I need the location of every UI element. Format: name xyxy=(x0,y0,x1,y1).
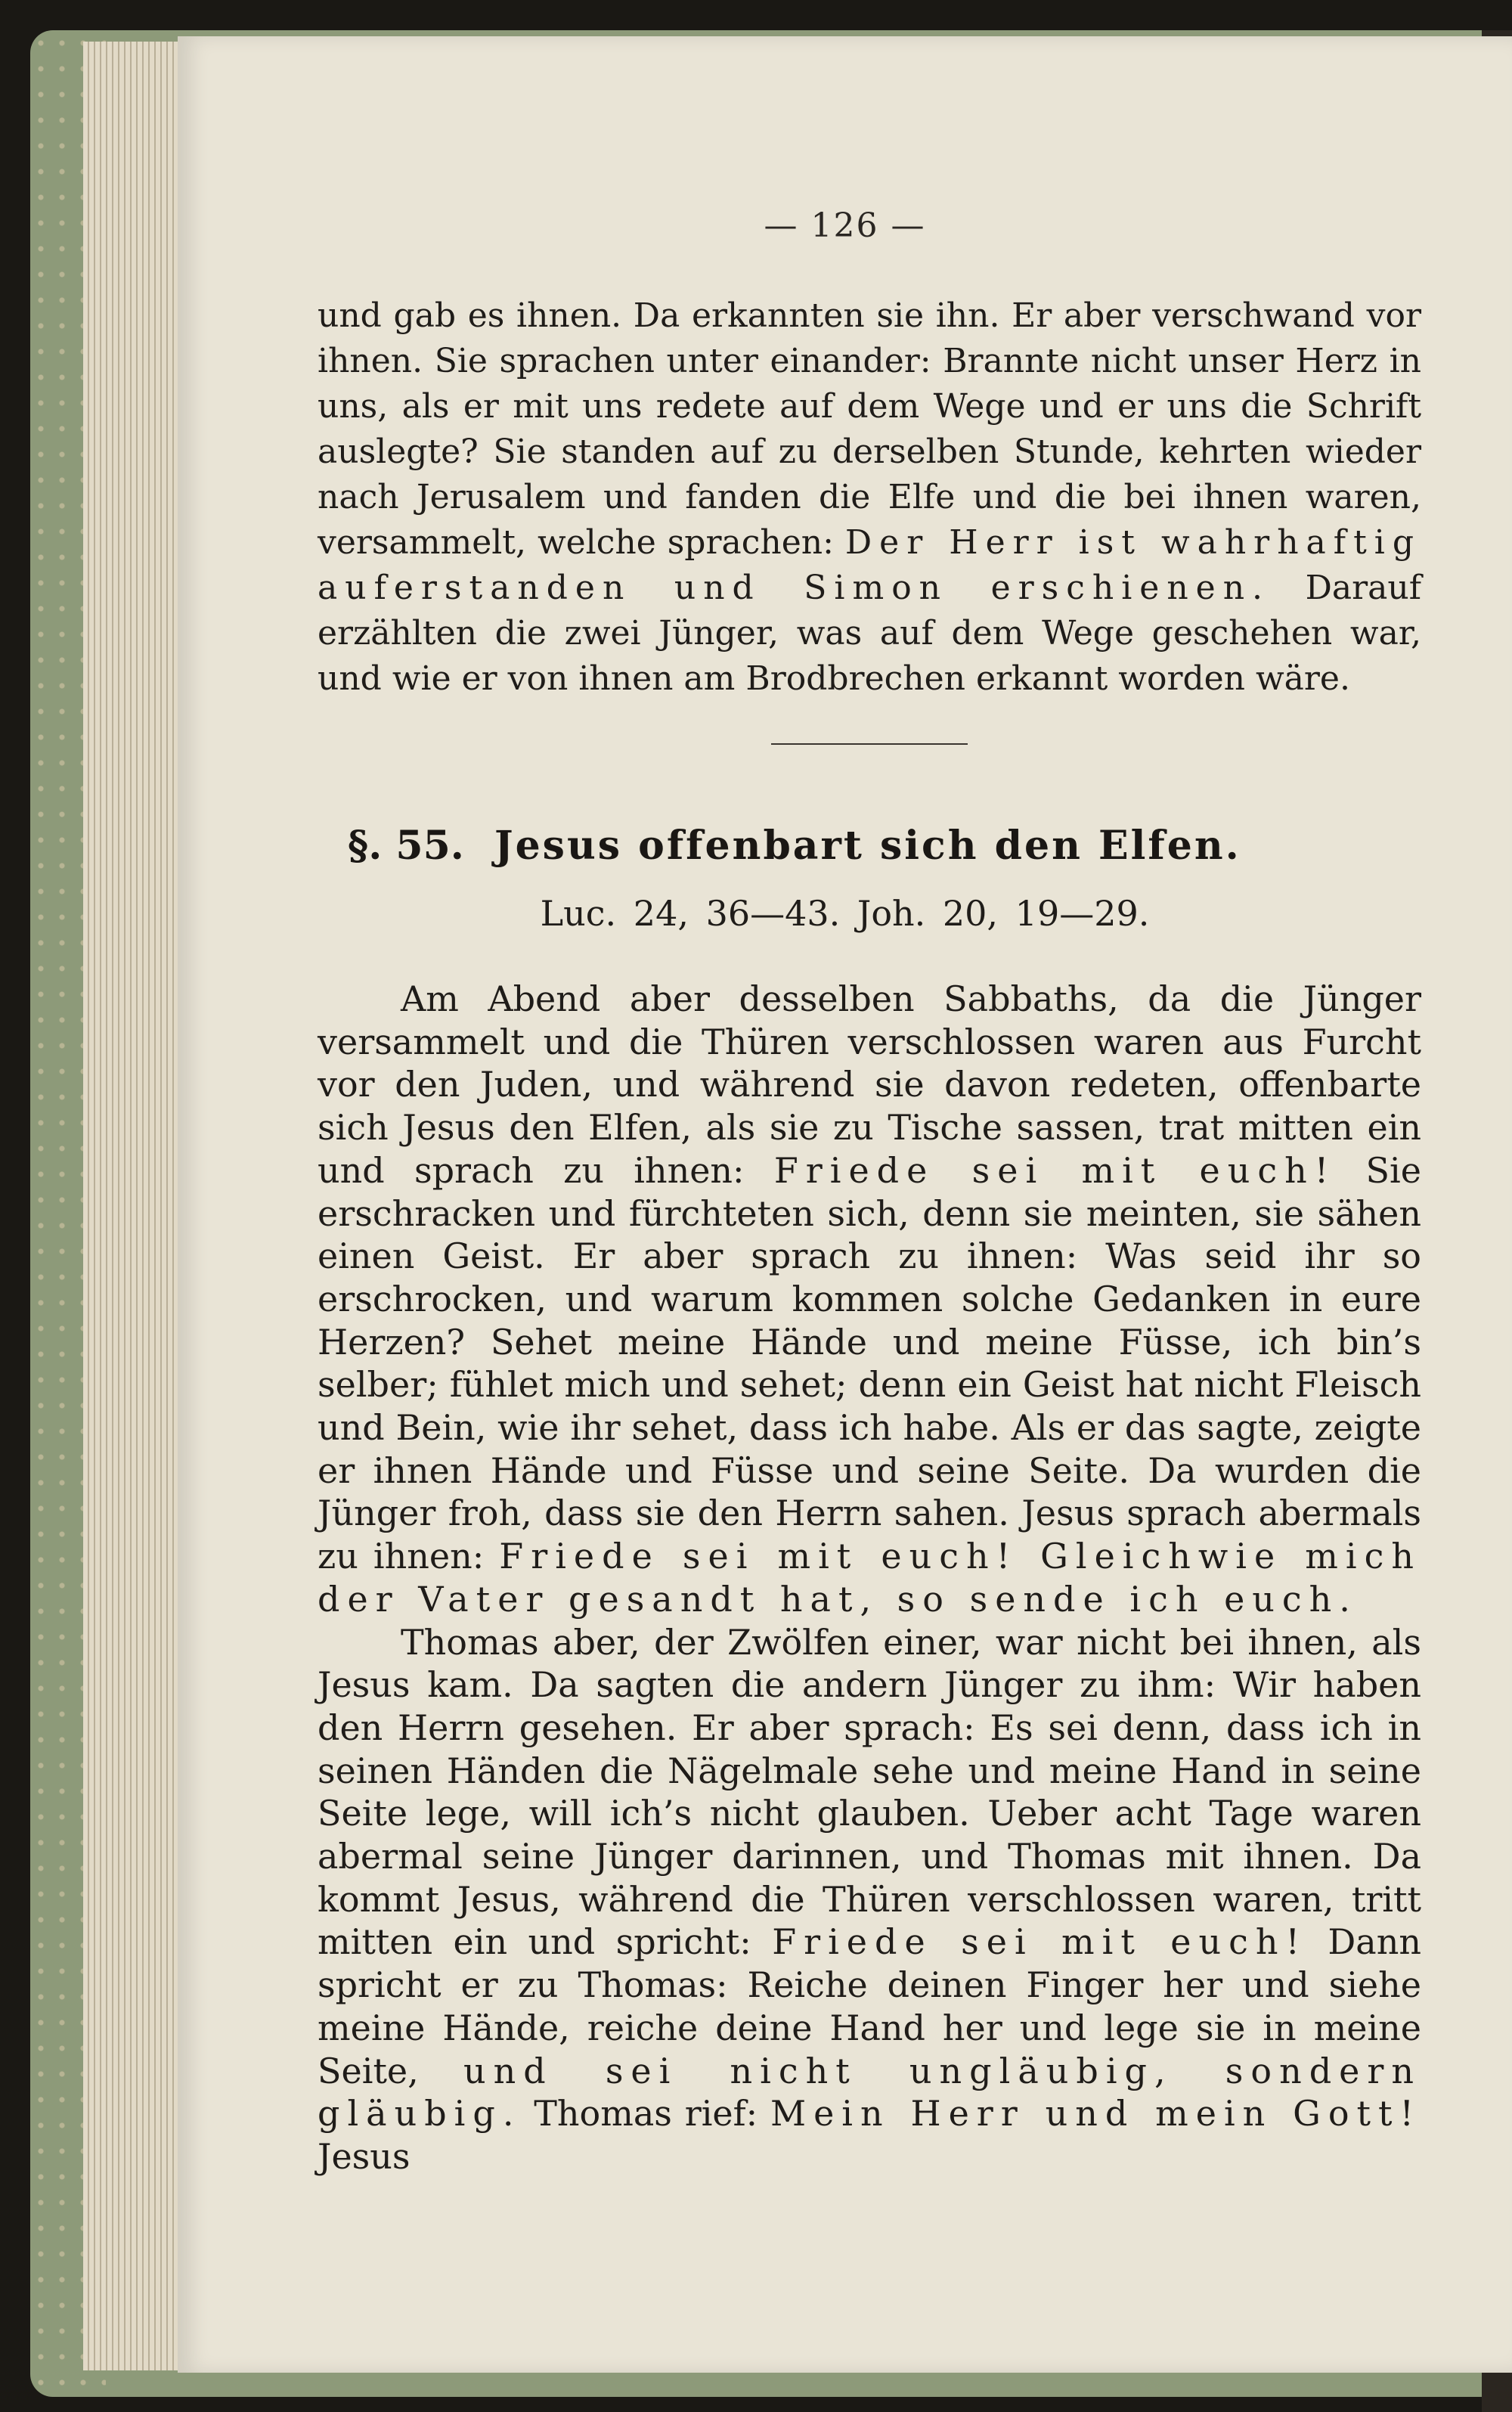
paragraph-2 xyxy=(318,1621,1421,2178)
spaced-quote: Friede sei mit euch! xyxy=(772,1921,1308,1963)
text-run: Am Abend aber desselben Sabbaths, da die Jünger versammelt und die Thüren verschlossen waren aus Furcht vor den Juden, und während sie davon redeten, offenbarte sich Jesus den Elfen, als sie zu Tische sassen, trat mitten ein und sprach zu ihnen: xyxy=(318,978,1421,1191)
spaced-quote: Mein Herr und mein Gott! xyxy=(770,2093,1421,2135)
body-text xyxy=(318,978,1421,2178)
book-page xyxy=(178,36,1512,2373)
spaced-quote: Friede sei mit euch! Gleichwie mich der Vater gesandt hat, so sende ich euch. xyxy=(318,1536,1421,1620)
page-number: — 126 — xyxy=(764,206,926,245)
paragraph-1 xyxy=(318,978,1421,1621)
text-run: Sie erschracken und fürchteten sich, denn sie meinten, sie sähen einen Geist. Er aber sprach zu ihnen: Was seid ihr so erschrocken, und warum kommen solche Gedanken in eure Herzen? Sehet meine Hände und meine Füsse, ich bin’s selber; fühlet mich und sehet; denn ein Geist hat nicht Fleisch und Bein, wie ihr sehet, dass ich habe. Als er das sagte, zeigte er ihnen Hände und Füsse und seine Seite. Da wurden die Jünger froh, dass sie den Herrn sahen. Jesus sprach abermals zu ihnen: xyxy=(318,1149,1421,1577)
page-edges xyxy=(83,42,189,2370)
text-run: und gab es ihnen. Da erkannten sie ihn. Er aber verschwand vor ihnen. Sie sprachen unter einander: Brannte nicht unser Herz in uns, als er mit uns redete auf dem Wege und er uns die Schrift auslegte? Sie standen auf zu derselben Stunde, kehrten wieder nach Jerusalem und fanden die Elfe und die bei ihnen waren, versammelt, welche sprachen: xyxy=(318,296,1421,562)
spaced-quote: Der Herr ist wahrhaftig auferstanden und Simon erschienen. xyxy=(318,523,1421,607)
text-run: Thomas rief: xyxy=(521,2093,770,2135)
section-heading xyxy=(348,823,1406,869)
text-run: Dann spricht er zu Thomas: Reiche deinen Finger her und siehe meine Hände, reiche deine Hand her und lege sie in meine Seite, xyxy=(318,1921,1421,2091)
section-divider xyxy=(771,743,968,745)
scripture-reference: Luc. 24, 36—43. Joh. 20, 19—29. xyxy=(540,893,1150,934)
text-run: Jesus xyxy=(318,2135,411,2177)
text-run: Thomas aber, der Zwölfen einer, war nicht bei ihnen, als Jesus kam. Da sagten die andern Jünger zu ihm: Wir haben den Herrn gesehen. Er aber sprach: Es sei denn, dass ich in seinen Händen die Nägelmale sehe und meine Hand in seine Seite lege, will ich’s nicht glauben. Ueber acht Tage waren abermal seine Jünger darinnen, und Thomas mit ihnen. Da kommt Jesus, während die Thüren verschlossen waren, tritt mitten ein und spricht: xyxy=(318,1621,1421,1963)
text-run: Darauf erzählten die zwei Jünger, was auf dem Wege geschehen war, und wie er von ihnen am Brodbrechen erkannt worden wäre. xyxy=(318,569,1421,698)
spaced-quote: und sei nicht ungläubig, sondern gläubig. xyxy=(318,2050,1421,2135)
section-title: Jesus offenbart sich den Elfen. xyxy=(494,823,1241,869)
continuation-paragraph xyxy=(318,293,1421,702)
continuation-text xyxy=(318,293,1421,702)
section-number: §. 55. xyxy=(348,823,464,869)
spaced-quote: Friede sei mit euch! xyxy=(773,1149,1337,1191)
